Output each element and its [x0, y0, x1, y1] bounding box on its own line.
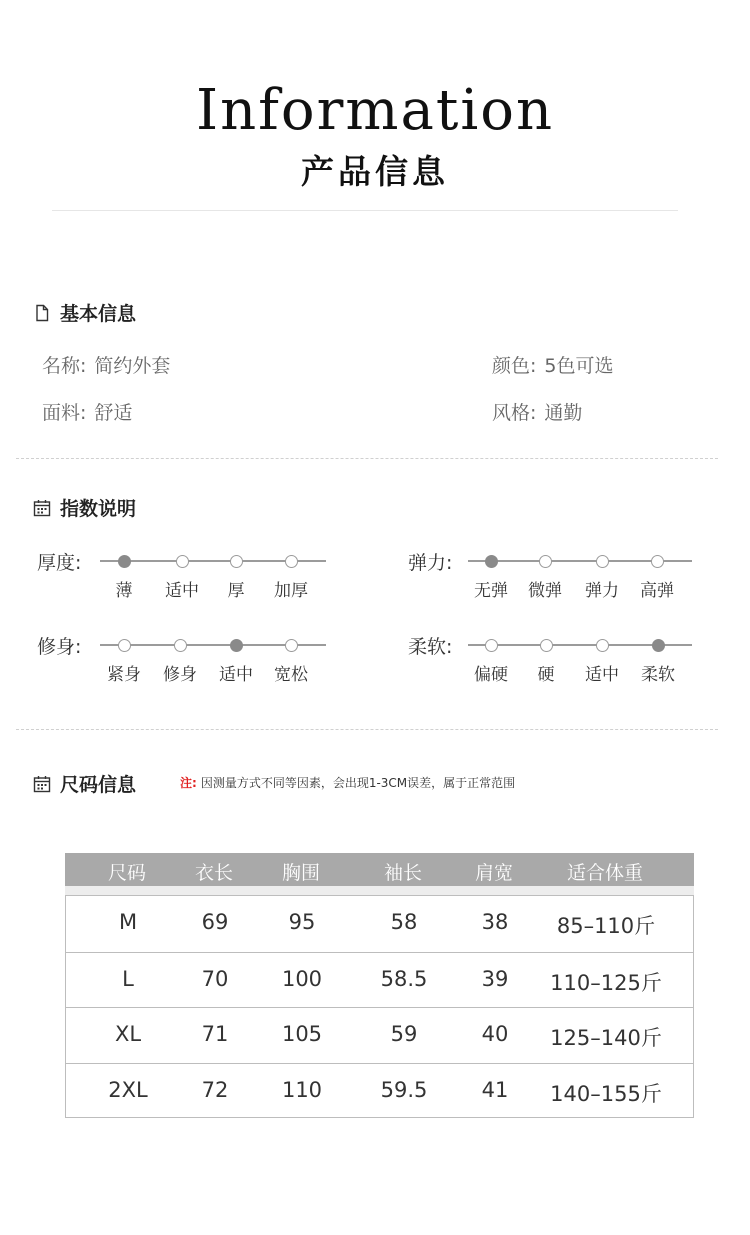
table-cell: 38	[481, 910, 509, 934]
calendar-icon	[33, 775, 51, 793]
info-item-color: 颜色: 5色可选	[492, 355, 614, 377]
size-table	[65, 853, 694, 1118]
table-header-cell: 肩宽	[474, 862, 513, 884]
table-cell: 69	[201, 910, 229, 934]
table-row	[66, 1007, 693, 1063]
scale-dot	[539, 555, 552, 568]
table-cell: L	[122, 967, 134, 991]
page-title-en: Information	[195, 78, 555, 143]
table-row	[66, 952, 693, 1008]
page-title-cn: 产品信息	[301, 152, 449, 191]
basic-info-header	[33, 299, 136, 326]
table-cell: 100	[281, 967, 323, 991]
scale-option: 紧身	[107, 665, 141, 685]
scale-option: 宽松	[274, 665, 308, 685]
scale-dot-selected	[118, 555, 131, 568]
scale-dot-selected	[485, 555, 498, 568]
table-cell: 72	[201, 1078, 229, 1102]
table-header-strip	[65, 886, 694, 896]
table-cell: 140–155斤	[550, 1082, 662, 1106]
size-header	[33, 770, 136, 797]
table-header-cell: 尺码	[107, 862, 146, 884]
table-header	[65, 853, 694, 886]
table-cell: XL	[114, 1022, 142, 1046]
scale-dot-selected	[652, 639, 665, 652]
table-cell: 59.5	[380, 1078, 428, 1102]
scale-option: 薄	[115, 581, 133, 601]
section-divider	[16, 729, 718, 730]
table-header-cell: 袖长	[383, 862, 422, 884]
table-cell: 40	[481, 1022, 509, 1046]
section-divider	[16, 458, 718, 459]
index-header	[33, 494, 136, 521]
index-title: 指数说明	[60, 498, 137, 520]
size-title: 尺码信息	[60, 774, 137, 796]
scale-dot	[485, 639, 498, 652]
table-cell: M	[118, 910, 138, 934]
table-cell: 41	[481, 1078, 509, 1102]
size-note	[180, 774, 515, 791]
info-item-style: 风格: 通勤	[492, 402, 583, 424]
scale-option: 适中	[219, 665, 253, 685]
header-divider	[52, 210, 678, 211]
scale-option: 弹力	[585, 581, 619, 601]
table-cell: 58	[390, 910, 418, 934]
scale-dot-selected	[230, 639, 243, 652]
scale-label: 厚度:	[37, 552, 82, 574]
scale-label: 弹力:	[408, 552, 453, 574]
table-header-cell: 适合体重	[566, 862, 643, 884]
scale-option: 加厚	[274, 581, 308, 601]
scale-option: 高弹	[640, 581, 674, 601]
table-cell: 110–125斤	[550, 971, 662, 995]
scale-dot	[540, 639, 553, 652]
scale-option: 微弹	[528, 581, 562, 601]
table-row	[66, 896, 693, 952]
scale-dot	[230, 555, 243, 568]
scale-option: 适中	[585, 665, 619, 685]
table-header-cell: 胸围	[281, 862, 320, 884]
table-row	[66, 1063, 693, 1119]
scale-dot	[596, 555, 609, 568]
table-cell: 125–140斤	[550, 1026, 662, 1050]
scale-dot	[118, 639, 131, 652]
scale-option: 厚	[227, 581, 245, 601]
scale-option: 柔软	[641, 665, 675, 685]
scale-dot	[596, 639, 609, 652]
note-mark: 注:	[180, 776, 197, 790]
scale-label: 柔软:	[408, 636, 453, 658]
table-cell: 105	[281, 1022, 323, 1046]
info-item-fabric: 面料: 舒适	[42, 402, 133, 424]
table-cell: 71	[201, 1022, 229, 1046]
note-text: 因测量方式不同等因素，会出现1-3CM误差，属于正常范围	[200, 776, 516, 790]
calendar-icon	[33, 499, 51, 517]
table-cell: 70	[201, 967, 229, 991]
scale-dot	[285, 639, 298, 652]
scale-option: 修身	[163, 665, 197, 685]
scale-option: 适中	[165, 581, 199, 601]
table-cell: 95	[288, 910, 316, 934]
table-cell: 59	[390, 1022, 418, 1046]
basic-info-title: 基本信息	[60, 303, 137, 325]
scale-dot	[285, 555, 298, 568]
table-header-cell: 衣长	[194, 862, 233, 884]
table-cell: 85–110斤	[556, 914, 656, 938]
scale-dot	[174, 639, 187, 652]
scale-option: 偏硬	[474, 665, 508, 685]
document-icon	[33, 304, 51, 322]
scale-label: 修身:	[37, 636, 82, 658]
table-cell: 58.5	[380, 967, 428, 991]
table-cell: 110	[281, 1078, 323, 1102]
scale-dot	[651, 555, 664, 568]
info-item-name: 名称: 简约外套	[42, 355, 171, 377]
table-cell: 39	[481, 967, 509, 991]
scale-option: 无弹	[474, 581, 508, 601]
table-cell: 2XL	[108, 1078, 148, 1102]
scale-option: 硬	[537, 665, 555, 685]
scale-dot	[176, 555, 189, 568]
